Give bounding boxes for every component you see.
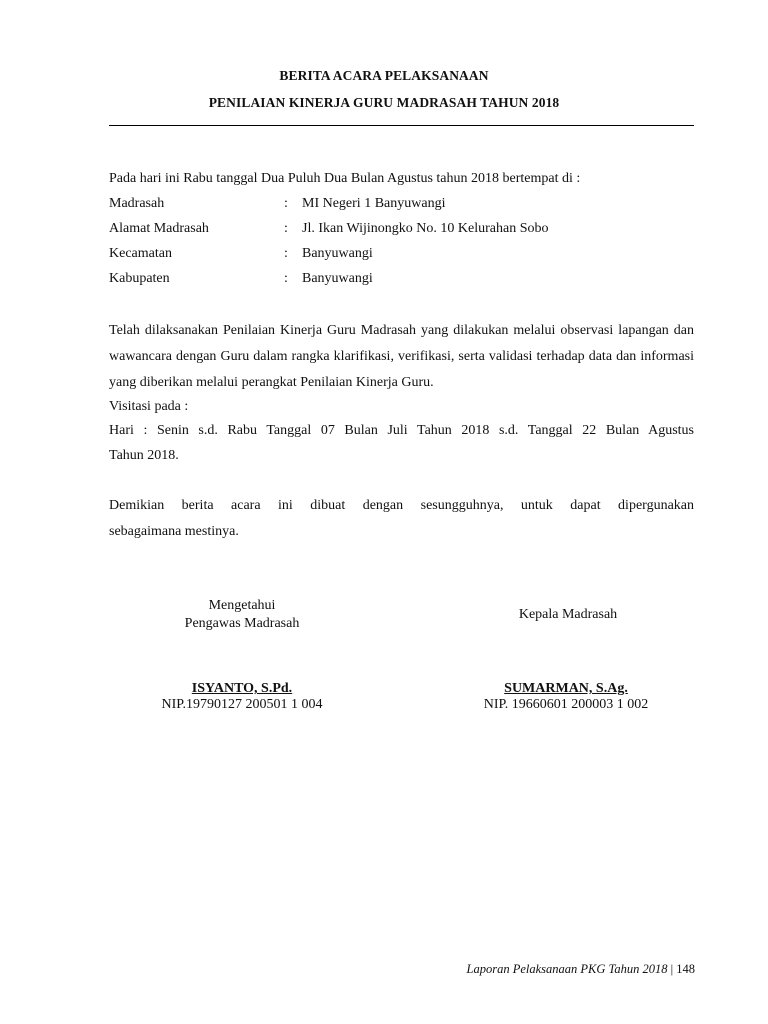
signature-role-title: Pengawas Madrasah <box>184 616 300 631</box>
title-divider <box>109 125 694 126</box>
signature-block-principal <box>468 606 668 624</box>
signature-role-title: Kepala Madrasah <box>518 607 618 622</box>
principal-nip: NIP. 19660601 200003 1 002 <box>483 697 649 712</box>
closing-line1: Demikian berita acara ini dibuat dengan sesungguhnya, untuk dapat dipergunakan <box>109 498 694 513</box>
detail-colon: : <box>284 196 288 211</box>
footer-report-title: Laporan Pelaksanaan PKG Tahun 2018 <box>466 962 668 976</box>
page-footer <box>300 962 695 977</box>
implementation-paragraph: Telah dilaksanakan Penilaian Kinerja Guru Madrasah yang dilakukan melalui observasi lapangan dan wawancara dengan Guru dalam rangka klarifikasi, verifikasi, serta validasi terhadap data dan informasi yang diberikan melalui perangkat Penilaian Kinerja Guru. <box>109 323 694 390</box>
visit-period-end: Tahun 2018. <box>109 448 179 463</box>
supervisor-name: ISYANTO, S.Pd. <box>191 681 293 696</box>
detail-colon: : <box>284 246 288 261</box>
page-number: 148 <box>676 962 695 976</box>
detail-value: MI Negeri 1 Banyuwangi <box>302 196 446 211</box>
detail-value: Banyuwangi <box>302 246 373 261</box>
footer-separator: | <box>670 962 674 976</box>
signature-block-supervisor <box>142 597 342 633</box>
detail-label: Alamat Madrasah <box>109 221 209 236</box>
detail-label: Madrasah <box>109 196 165 211</box>
document-title-line1: BERITA ACARA PELAKSANAAN <box>279 68 489 83</box>
detail-colon: : <box>284 271 288 286</box>
detail-label: Kabupaten <box>109 271 170 286</box>
detail-label: Kecamatan <box>109 246 172 261</box>
detail-value: Jl. Ikan Wijinongko No. 10 Kelurahan Sobo <box>302 221 549 236</box>
principal-name: SUMARMAN, S.Ag. <box>504 681 628 696</box>
closing-line2: sebagaimana mestinya. <box>109 524 239 539</box>
detail-colon: : <box>284 221 288 236</box>
supervisor-nip: NIP.19790127 200501 1 004 <box>161 697 323 712</box>
intro-statement: Pada hari ini Rabu tanggal Dua Puluh Dua Bulan Agustus tahun 2018 bertempat di : <box>109 171 581 186</box>
signature-role: Mengetahui <box>208 598 276 613</box>
detail-value: Banyuwangi <box>302 271 373 286</box>
closing-paragraph <box>109 493 694 545</box>
visit-label: Visitasi pada : <box>109 399 189 414</box>
document-title-line2: PENILAIAN KINERJA GURU MADRASAH TAHUN 2018 <box>208 95 560 110</box>
visit-period: Hari : Senin s.d. Rabu Tanggal 07 Bulan Juli Tahun 2018 s.d. Tanggal 22 Bulan Agustus <box>109 423 694 438</box>
